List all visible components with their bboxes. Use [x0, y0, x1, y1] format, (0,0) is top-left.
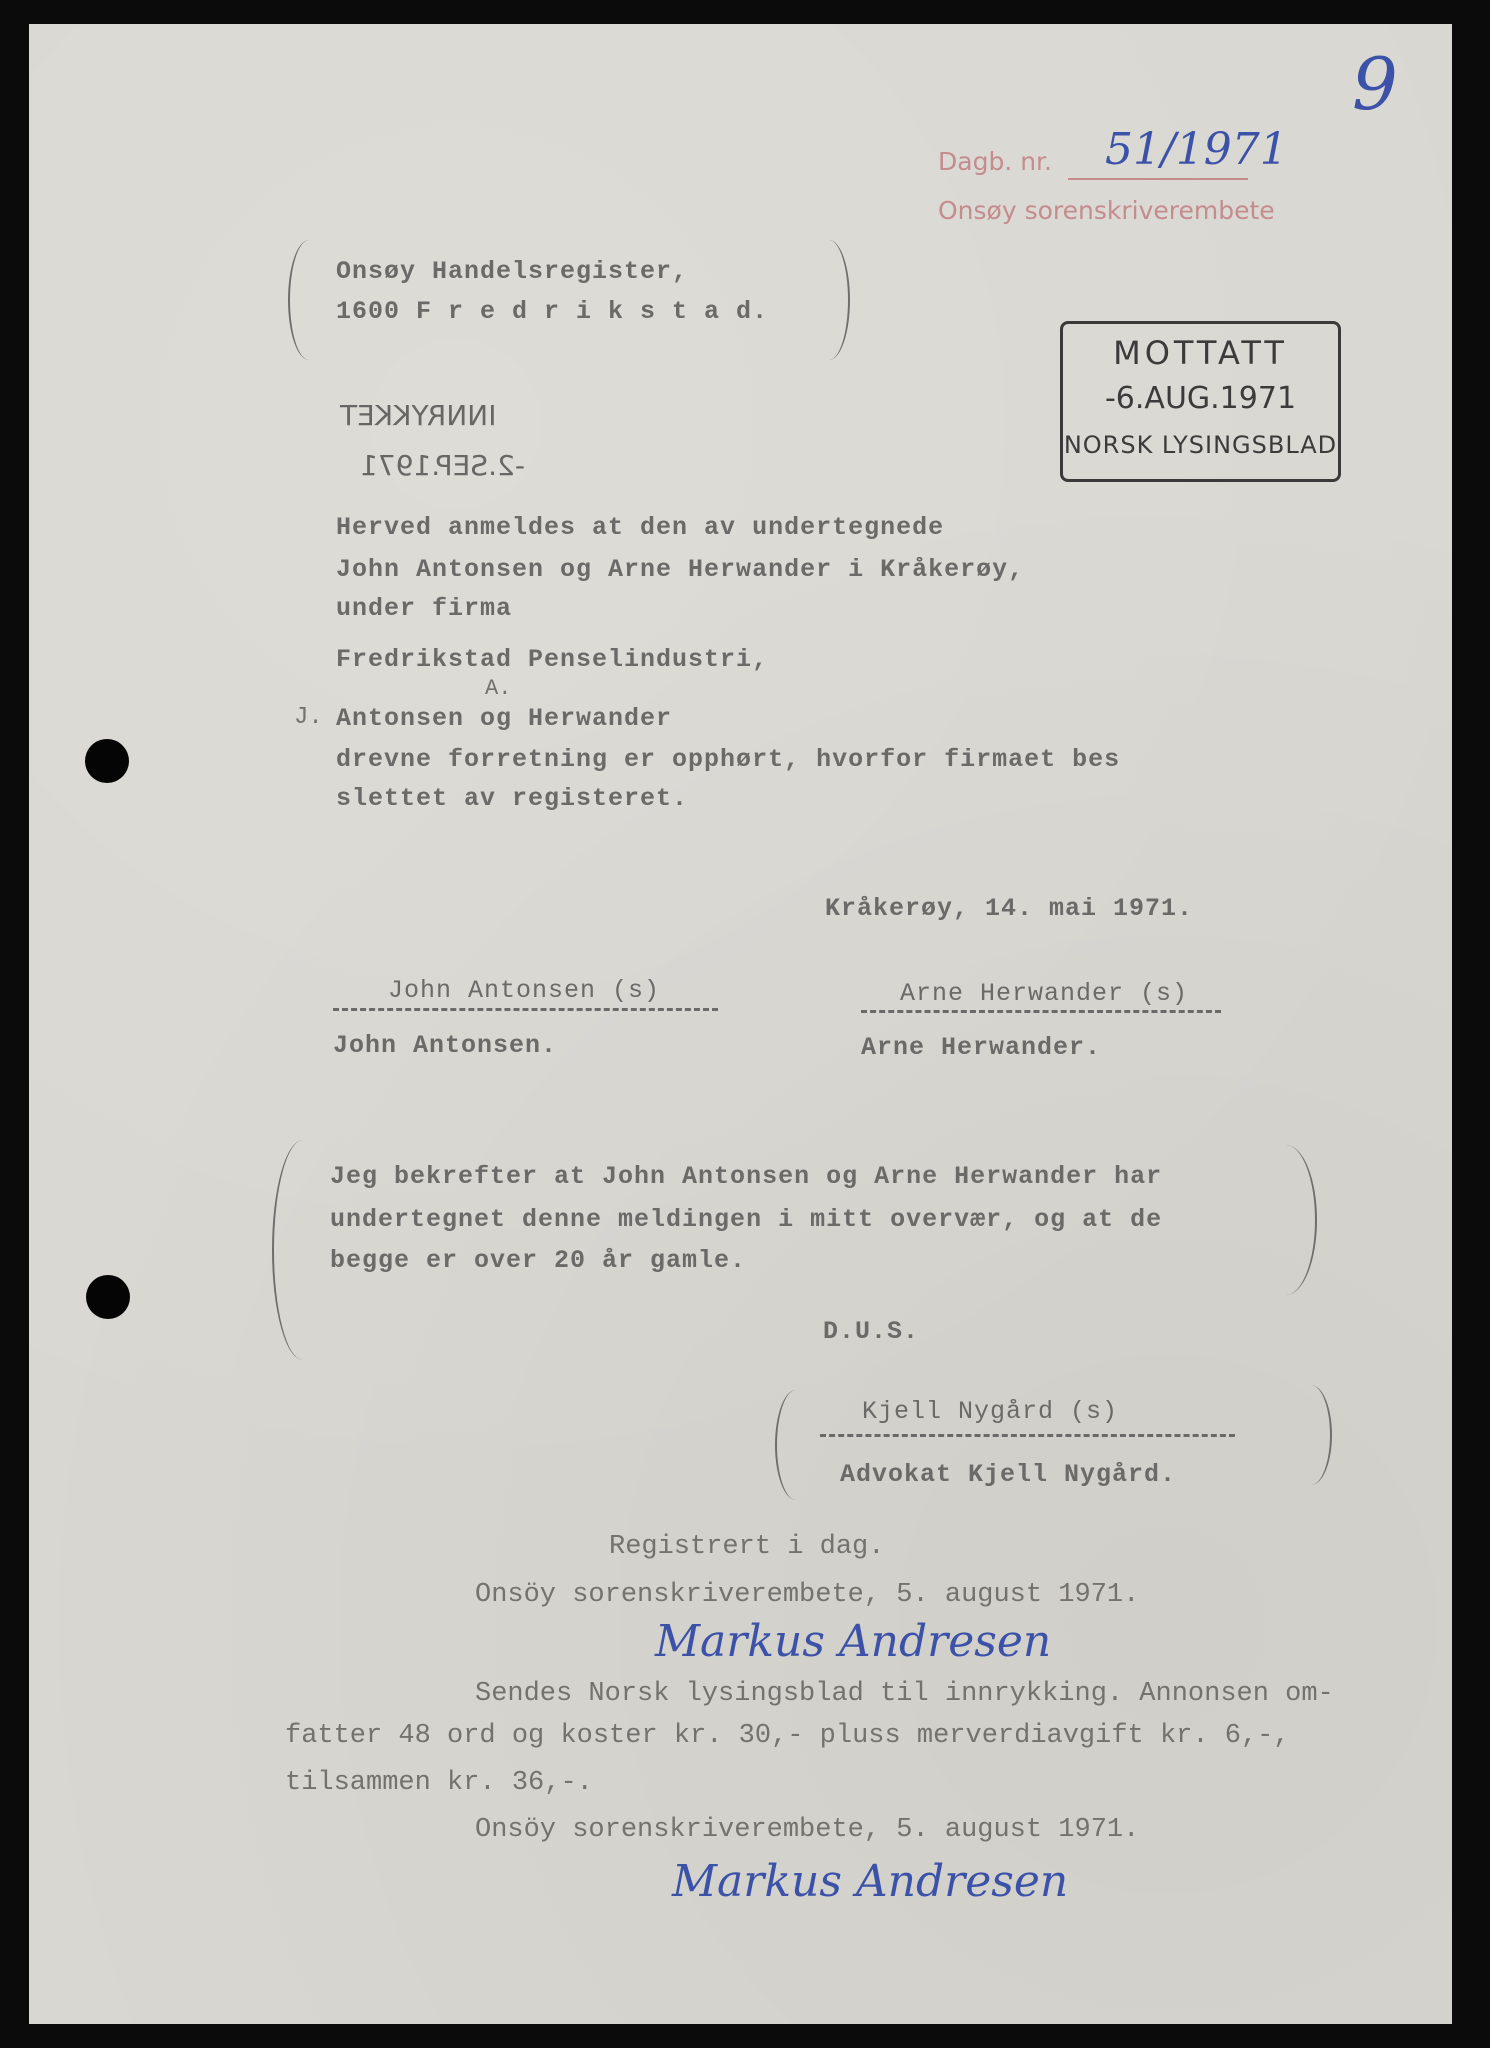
signature-handwritten: Markus Andresen — [672, 1856, 1069, 1907]
lawyer-signature-typed: Kjell Nygård (s) — [862, 1397, 1119, 1426]
notice-line: tilsammen kr. 36,-. — [285, 1768, 593, 1798]
address-line: Onsøy Handelsregister, — [336, 257, 689, 286]
journal-office: Onsøy sorenskriverembete — [938, 196, 1275, 225]
bracket-right — [808, 240, 850, 360]
body-line: John Antonsen og Arne Herwander i Kråkerøy, — [336, 555, 1025, 584]
stamp-line: MOTTATT — [1113, 334, 1288, 372]
journal-underline — [1068, 178, 1248, 180]
body-line: under firma — [336, 594, 513, 623]
firm-name: Antonsen og Herwander — [336, 704, 673, 733]
signature-typed: Arne Herwander (s) — [900, 979, 1189, 1008]
place-date: Kråkerøy, 14. mai 1971. — [825, 894, 1194, 923]
journal-label: Dagb. nr. — [938, 147, 1052, 176]
stamp-date: -6.AUG.1971 — [1104, 381, 1297, 416]
signature-line — [861, 1010, 1221, 1013]
confirmation-line: undertegnet denne meldingen i mitt overvær, og at de — [330, 1205, 1163, 1234]
signatory-name: John Antonsen. — [333, 1031, 558, 1060]
body-line: slettet av registeret. — [336, 784, 689, 813]
confirmation-line: begge er over 20 år gamle. — [330, 1246, 747, 1275]
signature-line — [820, 1434, 1235, 1437]
bracket-left — [272, 1140, 334, 1360]
confirmation-line: Jeg bekrefter at John Antonsen og Arne Herwander har — [330, 1162, 1163, 1191]
firm-name: Fredrikstad Penselindustri, — [336, 645, 769, 674]
insertion-a: A. — [485, 676, 512, 701]
office-date: Onsöy sorenskriverembete, 5. august 1971. — [475, 1815, 1140, 1845]
page-number: 9 — [1352, 42, 1398, 126]
signature-line — [333, 1008, 718, 1011]
bracket-right — [1290, 1385, 1332, 1485]
body-line: drevne forretning er opphørt, hvorfor firmaet bes — [336, 745, 1121, 774]
received-stamp — [1060, 321, 1341, 482]
insertion-j: J. — [294, 704, 323, 731]
dus: D.U.S. — [823, 1317, 920, 1346]
body-line: Herved anmeldes at den av undertegnede — [336, 513, 945, 542]
stamp-line: NORSK LYSINGSBLAD — [1063, 431, 1338, 459]
signature-typed: John Antonsen (s) — [388, 976, 661, 1005]
signatory-name: Arne Herwander. — [861, 1033, 1102, 1062]
punch-hole — [85, 739, 129, 783]
notice-line: Sendes Norsk lysingsblad til innrykking. Annonsen om- — [475, 1679, 1334, 1709]
office-date: Onsöy sorenskriverembete, 5. august 1971. — [475, 1580, 1140, 1610]
lawyer-name: Advokat Kjell Nygård. — [840, 1460, 1177, 1489]
mirrored-stamp-date: -2.SEP.1971 — [360, 449, 525, 482]
mirrored-stamp-line: INNRYKKET — [340, 399, 497, 432]
punch-hole — [86, 1275, 130, 1319]
signature-handwritten: Markus Andresen — [655, 1616, 1052, 1667]
bracket-right — [1255, 1145, 1317, 1295]
bracket-left — [775, 1390, 817, 1500]
notice-line: fatter 48 ord og koster kr. 30,- pluss merverdiavgift kr. 6,-, — [285, 1721, 1290, 1751]
registered-note: Registrert i dag. — [609, 1532, 885, 1562]
journal-number: 51/1971 — [1105, 124, 1288, 175]
bracket-left — [288, 240, 330, 360]
address-line: 1600 F r e d r i k s t a d. — [336, 297, 769, 326]
